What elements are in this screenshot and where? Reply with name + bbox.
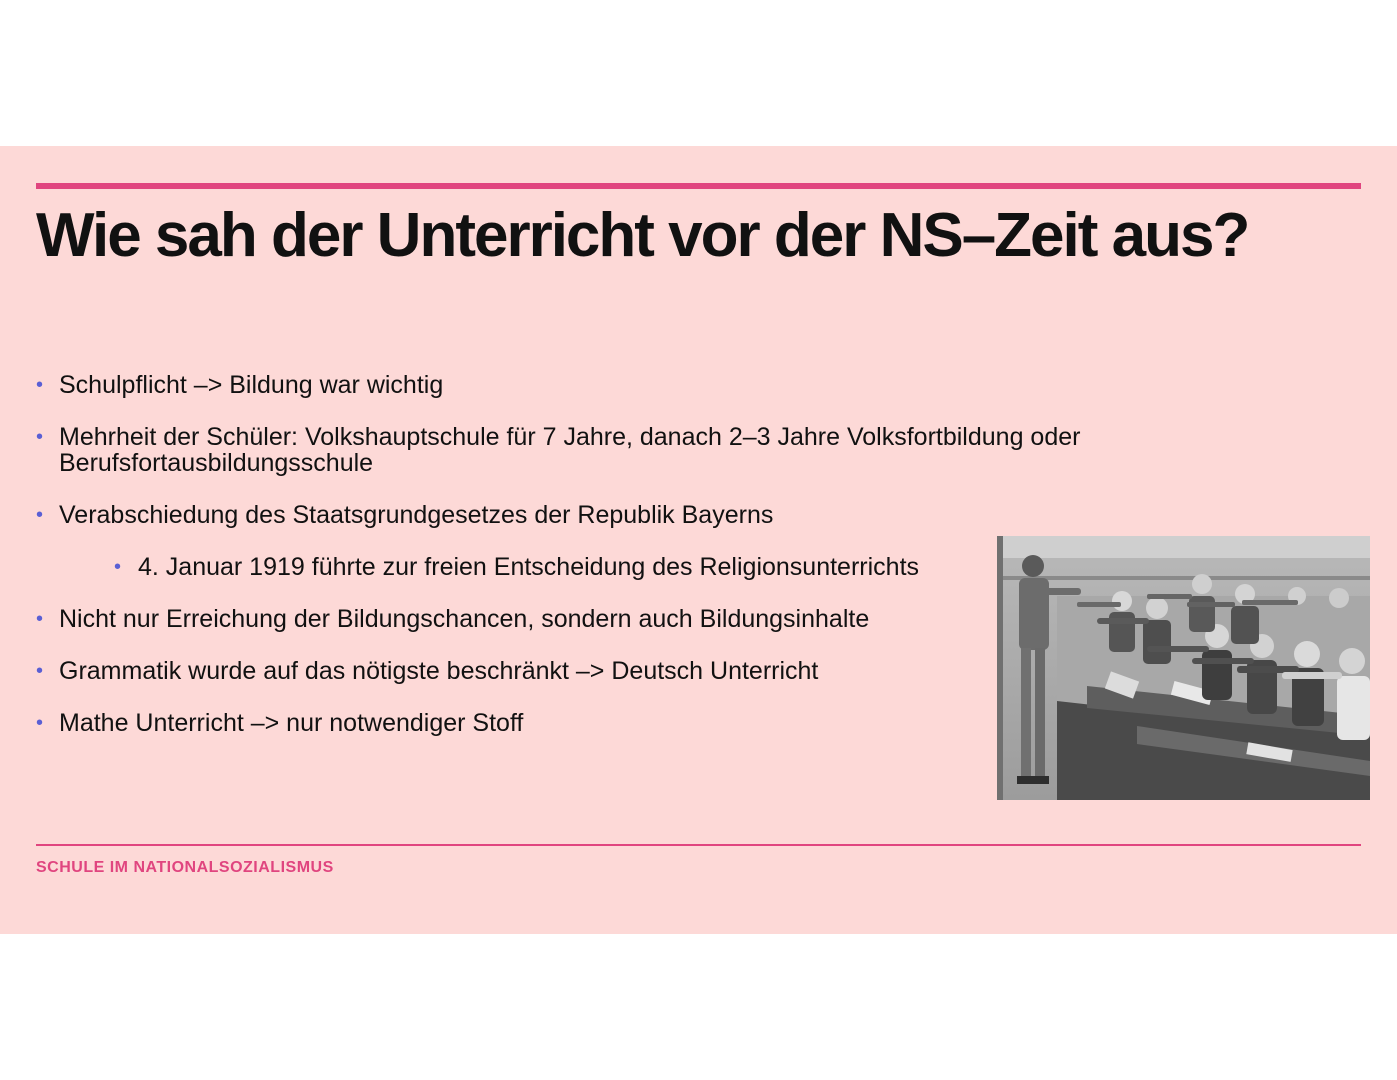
bullet-item bbox=[36, 372, 1166, 398]
classroom-photo bbox=[997, 536, 1370, 800]
bullet-item bbox=[36, 424, 1166, 476]
bullet-item bbox=[36, 502, 1166, 528]
slide-title: Wie sah der Unterricht vor der NS–Zeit aus? bbox=[36, 201, 1249, 270]
bullet-text: Mehrheit der Schüler: Volkshauptschule für 7 Jahre, danach 2–3 Jahre Volksfortbildung oder Berufsfortausbildungsschule bbox=[59, 423, 1081, 477]
bullet-icon: • bbox=[36, 374, 44, 396]
bullet-icon: • bbox=[114, 556, 122, 578]
bullet-text: Mathe Unterricht –> nur notwendiger Stoff bbox=[59, 709, 524, 737]
title-rule bbox=[36, 183, 1361, 189]
bullet-icon: • bbox=[36, 504, 44, 526]
slide bbox=[0, 146, 1397, 934]
classroom-photo-illustration bbox=[997, 536, 1370, 800]
bullet-icon: • bbox=[36, 608, 44, 630]
bullet-text: Schulpflicht –> Bildung war wichtig bbox=[59, 371, 444, 399]
bullet-text: Nicht nur Erreichung der Bildungschancen, sondern auch Bildungsinhalte bbox=[59, 605, 870, 633]
footer-rule bbox=[36, 844, 1361, 846]
bullet-text: 4. Januar 1919 führte zur freien Entscheidung des Religionsunterrichts bbox=[138, 553, 920, 581]
bullet-text: Grammatik wurde auf das nötigste beschränkt –> Deutsch Unterricht bbox=[59, 657, 819, 685]
bullet-icon: • bbox=[36, 426, 44, 448]
bullet-icon: • bbox=[36, 712, 44, 734]
footer-label: SCHULE IM NATIONALSOZIALISMUS bbox=[36, 859, 334, 876]
bullet-text: Verabschiedung des Staatsgrundgesetzes der Republik Bayerns bbox=[59, 501, 774, 529]
bullet-icon: • bbox=[36, 660, 44, 682]
